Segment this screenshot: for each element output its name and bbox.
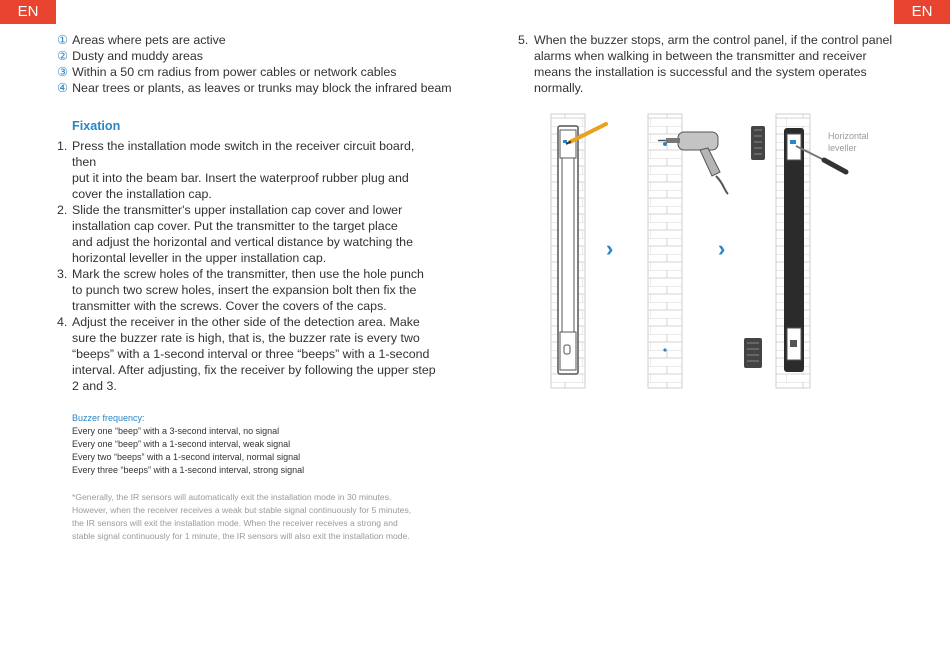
step-line: to punch two screw holes, insert the expansion bolt then fix the xyxy=(72,283,417,297)
step-line: alarms when walking in between the transmitter and receiver xyxy=(534,49,867,63)
step-line: Slide the transmitter's upper installation cap cover and lower xyxy=(72,203,403,217)
list-item xyxy=(57,64,437,80)
list-item xyxy=(57,80,452,96)
list-text: Within a 50 cm radius from power cables or network cables xyxy=(72,65,397,79)
list-text: Dusty and muddy areas xyxy=(72,49,203,63)
buzzer-line: Every one “beep” with a 1-second interval, weak signal xyxy=(72,439,291,449)
avoid-list xyxy=(57,32,452,96)
installation-mode-note xyxy=(72,491,437,543)
list-number: ① xyxy=(57,33,69,47)
list-text: Near trees or plants, as leaves or trunks may block the infrared beam xyxy=(72,81,452,95)
step-number: 5. xyxy=(518,33,529,47)
arrow-next-icon: › xyxy=(606,236,614,261)
cap-cover-upper xyxy=(751,126,765,160)
buzzer-line: Every three “beeps” with a 1-second interval, strong signal xyxy=(72,465,305,475)
list-text: Areas where pets are active xyxy=(72,33,226,47)
step-line: 2 and 3. xyxy=(72,379,117,393)
list-number: ④ xyxy=(57,81,69,95)
step-item xyxy=(57,202,437,266)
step-line: Mark the screw holes of the transmitter, then use the hole punch xyxy=(72,267,424,281)
wall-panel-4 xyxy=(776,114,810,388)
label-line: leveller xyxy=(828,143,857,153)
step-item xyxy=(57,266,437,314)
note-line: stable signal continuously for 1 minute, the IR sensors will also exit the installation mode. xyxy=(72,531,410,541)
list-number: ③ xyxy=(57,65,69,79)
step-line: “beeps” with a 1-second interval or three “beeps” with a 1-second xyxy=(72,347,430,361)
step-line: put it into the beam bar. Insert the waterproof rubber plug and xyxy=(72,171,409,185)
language-tab-right: EN xyxy=(894,0,950,24)
step-line: Adjust the receiver in the other side of the detection area. Make xyxy=(72,315,420,329)
note-line: *Generally, the IR sensors will automatically exit the installation mode in 30 minutes. xyxy=(72,492,392,502)
step-number: 1. xyxy=(57,139,68,153)
step-number: 4. xyxy=(57,315,68,329)
right-column xyxy=(518,32,893,96)
list-item xyxy=(57,32,437,48)
step-item xyxy=(518,32,893,96)
step-line: cover the installation cap. xyxy=(72,187,212,201)
step-number: 2. xyxy=(57,203,68,217)
step-line: sure the buzzer rate is high, that is, the buzzer rate is every two xyxy=(72,331,420,345)
buzzer-frequency-block xyxy=(72,412,437,477)
wall-panel-2 xyxy=(648,114,682,388)
buzzer-line: Every one “beep” with a 3-second interval, no signal xyxy=(72,426,280,436)
list-item xyxy=(57,48,437,64)
step-line: normally. xyxy=(534,81,584,95)
section-title-fixation: Fixation xyxy=(72,119,121,133)
language-tab-left: EN xyxy=(0,0,56,24)
step-item xyxy=(57,314,437,394)
step-line: Press the installation mode switch in the receiver circuit board, then xyxy=(72,139,415,169)
buzzer-line: Every two “beeps” with a 1-second interval, normal signal xyxy=(72,452,301,462)
step-line: installation cap cover. Put the transmitter to the target place xyxy=(72,219,398,233)
step-line: means the installation is successful and the system operates xyxy=(534,65,867,79)
fixation-steps xyxy=(57,138,437,394)
arrow-next-icon: › xyxy=(718,236,726,261)
step-number: 3. xyxy=(57,267,68,281)
step-item xyxy=(57,138,437,202)
left-column xyxy=(57,32,452,543)
list-number: ② xyxy=(57,49,69,63)
step-line: When the buzzer stops, arm the control panel, if the control panel xyxy=(534,33,893,47)
step-line: and adjust the horizontal and vertical distance by watching the xyxy=(72,235,413,249)
final-step xyxy=(518,32,893,96)
buzzer-title: Buzzer frequency: xyxy=(72,413,145,423)
note-line: However, when the receiver receives a weak but stable signal continuously for 5 minutes, xyxy=(72,505,412,515)
note-line: the IR sensors will exit the installation mode. When the receiver receives a strong and xyxy=(72,518,398,528)
cap-cover-lower xyxy=(744,338,762,368)
step-line: transmitter with the screws. Cover the covers of the caps. xyxy=(72,299,387,313)
horizontal-leveller-label xyxy=(828,130,888,154)
wall-panel-1 xyxy=(551,114,585,388)
label-line: Horizontal xyxy=(828,131,869,141)
step-line: horizontal leveller in the upper installation cap. xyxy=(72,251,327,265)
step-line: interval. After adjusting, fix the receiver by following the upper step xyxy=(72,363,436,377)
